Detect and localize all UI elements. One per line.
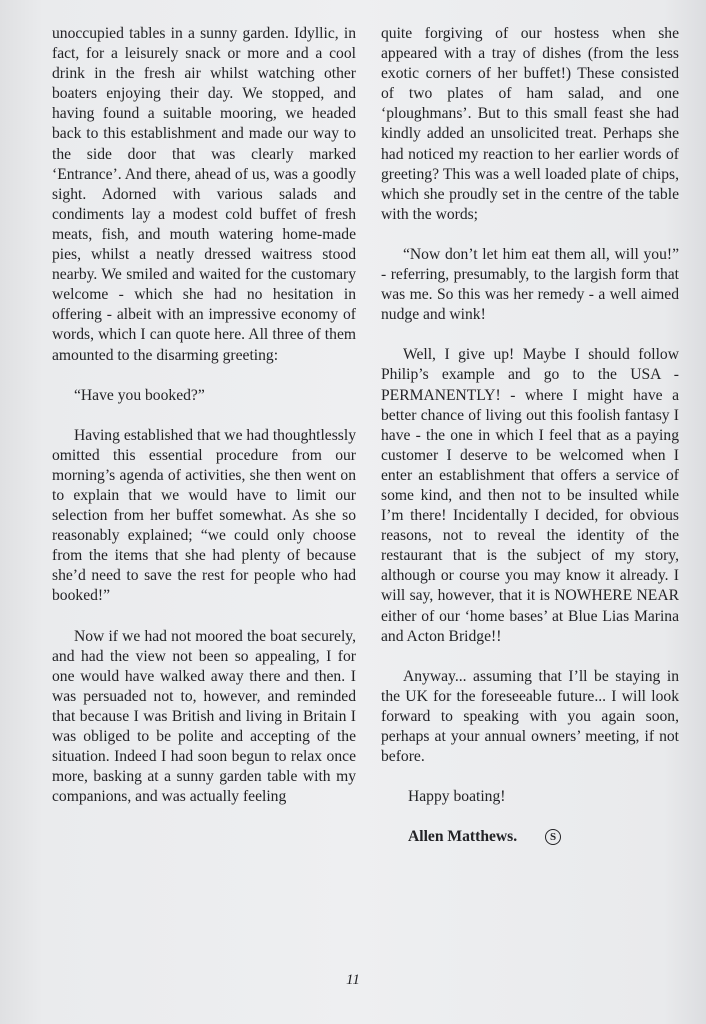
page-number: 11 [346, 972, 360, 988]
left-column [52, 24, 356, 827]
sign-off: Happy boating! [408, 788, 506, 806]
right-column [381, 24, 679, 867]
paragraph: Anyway... assuming that I’ll be staying in the UK for the foreseeable future... I will look forward to speaking with you again soon, perhaps at your annual owners’ meeting, if not before. [381, 667, 679, 766]
paragraph: Having established that we had thoughtlessly omitted this essential procedure from our morning’s agenda of activities, she then went on to explain that we would have to limit our selection from her buffet somewhat. As she so reasonably explained; “we could only choose from the items that she had plenty of because she’d need to save the rest for people who had booked!” [52, 426, 356, 605]
paragraph: quite forgiving of our hostess when she appeared with a tray of dishes (from the less exotic corners of her buffet!) These consisted of two plates of ham salad, and one ‘ploughmans’. But to this small feast she had kindly added an unsolicited treat. Perhaps she had noticed my reaction to her earlier words of greeting? This was a well loaded plate of chips, which she proudly set in the centre of the table with the words; [381, 25, 679, 223]
signature-line [381, 827, 679, 847]
paragraph: Now if we had not moored the boat securely, and had the view not been so appealing, I for one would have walked away there and then. I was persuaded not to, however, and reminded that because I was British and living in Britain I was obliged to be polite and accepting of the situation. Indeed I had soon begun to relax once more, basking at a sunny garden table with my companions, and was actually feeling [52, 627, 356, 806]
paragraph: unoccupied tables in a sunny garden. Idyllic, in fact, for a leisurely snack or more and a cool drink in the fresh air whilst watching other boaters enjoying their day. We stopped, and having found a suitable mooring, we headed back to this establishment and made our way to the side door that was clearly marked ‘Entrance’. And there, ahead of us, was a goodly sight. Adorned with various salads and condiments lay a modest cold buffet of fresh meats, fish, and mouth watering home-made pies, whilst a neatly dressed waitress stood nearby. We smiled and waited for the customary welcome - which she had no hesitation in offering - albeit with an impressive economy of words, which I can quote here. All three of them amounted to the disarming greeting: [52, 25, 356, 364]
author-name: Allen Matthews. [408, 828, 518, 846]
paragraph: Well, I give up! Maybe I should follow Philip’s example and go to the USA - PERMANENTLY! - where I might have a better chance of living out this foolish fantasy I have - the one in which I feel that as a paying customer I deserve to be welcomed when I enter an establishment that offers a service of some kind, and then not to be insulted while I’m there! Incidentally I decided, for obvious reasons, not to reveal the identity of the restaurant that is the subject of my story, although or course you may know it already. I will say, however, that it is NOWHERE NEAR either of our ‘home bases’ at Blue Lias Marina and Acton Bridge!! [381, 346, 679, 645]
quote-paragraph: “Now don’t let him eat them all, will you!” - referring, presumably, to the largish form that was me. So this was her remedy - a well aimed nudge and wink! [381, 245, 679, 324]
quote-paragraph: “Have you booked?” [74, 386, 205, 404]
circled-s-mark-icon: S [545, 829, 561, 845]
